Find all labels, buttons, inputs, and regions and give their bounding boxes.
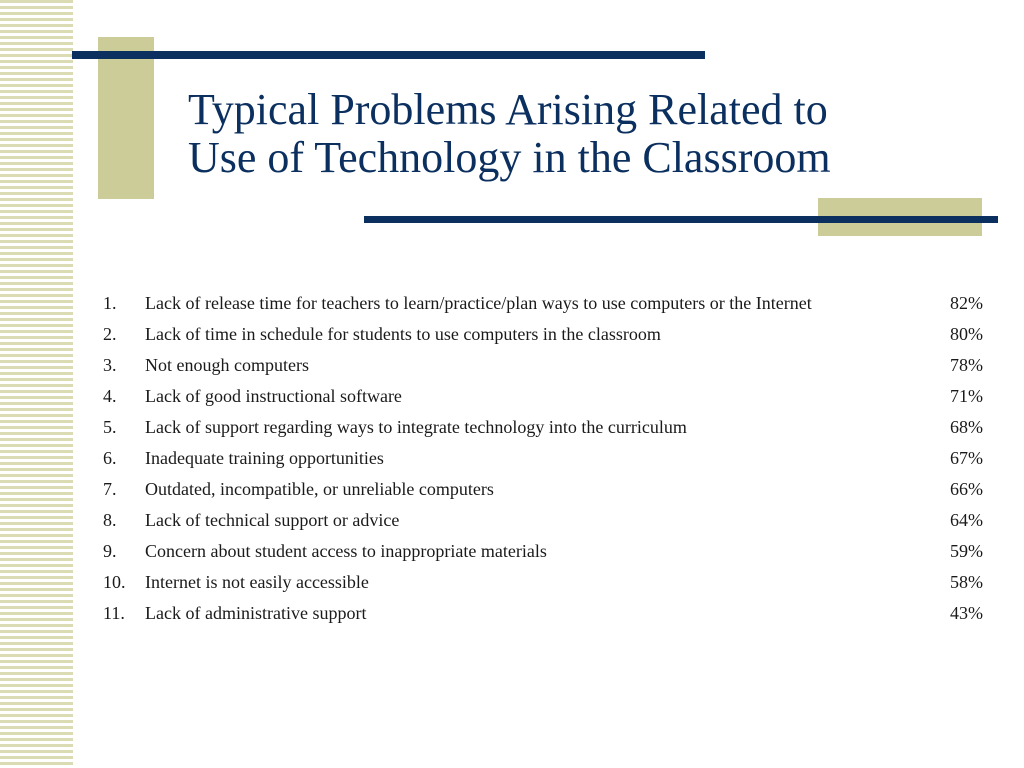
list-item (103, 505, 983, 536)
item-number: 6. (103, 448, 117, 468)
item-percent: 67% (950, 448, 983, 468)
left-stripe-decoration (0, 0, 73, 768)
list-item (103, 474, 983, 505)
list-item (103, 350, 983, 381)
item-text: Outdated, incompatible, or unreliable computers (145, 479, 494, 499)
item-percent: 43% (950, 603, 983, 623)
title-line-2: Use of Technology in the Classroom (188, 133, 831, 182)
item-percent: 64% (950, 510, 983, 530)
item-number: 1. (103, 293, 117, 313)
item-number: 9. (103, 541, 117, 561)
item-percent: 68% (950, 417, 983, 437)
item-text: Lack of technical support or advice (145, 510, 400, 530)
item-percent: 78% (950, 355, 983, 375)
item-text: Concern about student access to inappropriate materials (145, 541, 547, 561)
item-number: 8. (103, 510, 117, 530)
item-percent: 80% (950, 324, 983, 344)
list-item (103, 381, 983, 412)
item-percent: 58% (950, 572, 983, 592)
title-line-1: Typical Problems Arising Related to (188, 85, 828, 134)
item-percent: 59% (950, 541, 983, 561)
item-text: Inadequate training opportunities (145, 448, 384, 468)
problem-list (103, 288, 983, 629)
item-percent: 71% (950, 386, 983, 406)
item-number: 7. (103, 479, 117, 499)
slide-title (188, 86, 988, 182)
list-item (103, 598, 983, 629)
item-text: Lack of support regarding ways to integrate technology into the curriculum (145, 417, 687, 437)
item-number: 4. (103, 386, 117, 406)
item-text: Internet is not easily accessible (145, 572, 369, 592)
item-text: Lack of time in schedule for students to use computers in the classroom (145, 324, 661, 344)
item-number: 2. (103, 324, 117, 344)
item-number: 11. (103, 603, 125, 623)
item-percent: 66% (950, 479, 983, 499)
item-text: Lack of good instructional software (145, 386, 402, 406)
list-item (103, 567, 983, 598)
list-item (103, 288, 983, 319)
item-text: Lack of administrative support (145, 603, 367, 623)
list-item (103, 412, 983, 443)
list-item (103, 536, 983, 567)
item-number: 3. (103, 355, 117, 375)
item-number: 10. (103, 572, 126, 592)
item-percent: 82% (950, 293, 983, 313)
left-accent-block (98, 37, 154, 199)
list-item (103, 319, 983, 350)
item-text: Not enough computers (145, 355, 309, 375)
bottom-accent-bar (364, 216, 998, 223)
item-text: Lack of release time for teachers to learn/practice/plan ways to use computers or the Internet (145, 293, 812, 313)
list-item (103, 443, 983, 474)
item-number: 5. (103, 417, 117, 437)
top-accent-bar (72, 51, 705, 59)
